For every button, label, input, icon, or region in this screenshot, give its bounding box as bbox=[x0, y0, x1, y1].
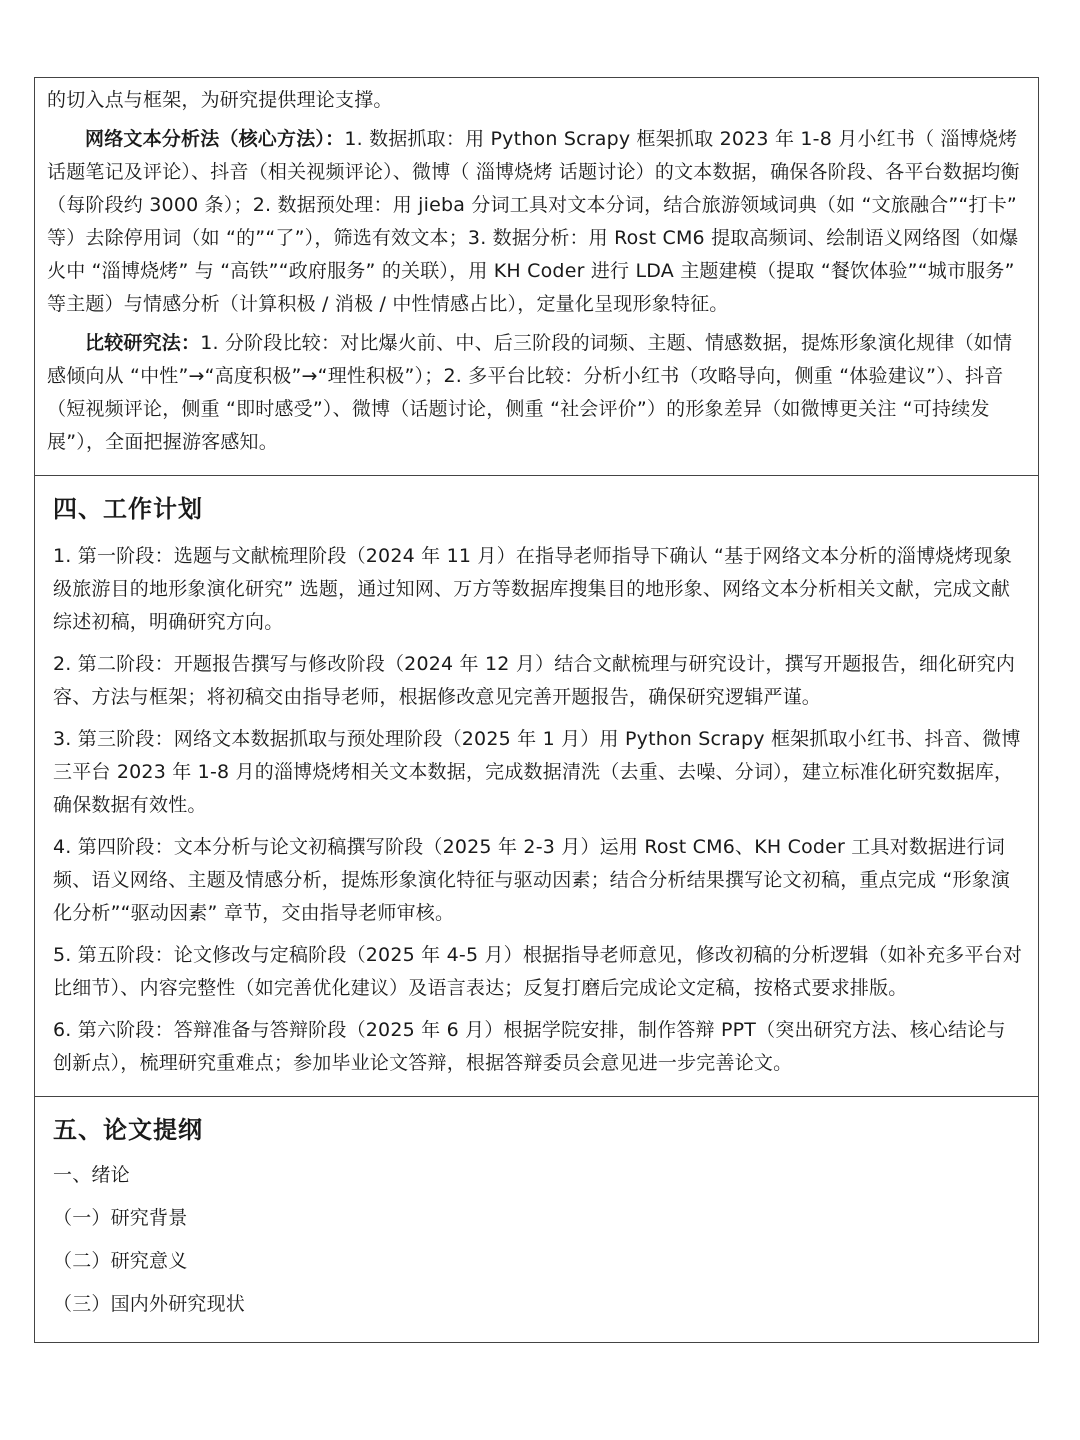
plan-item: 6. 第六阶段：答辩准备与答辩阶段（2025 年 6 月）根据学院安排，制作答辩 PPT（突出研究方法、核心结论与创新点），梳理研究重难点；参加毕业论文答辩，根据答辩委员会意见进一步完善论文。 bbox=[53, 1019, 1006, 1074]
plan-item: 3. 第三阶段：网络文本数据抓取与预处理阶段（2025 年 1 月）用 Python Scrapy 框架抓取小红书、抖音、微博三平台 2023 年 1-8 月的淄博烧烤相关文本数据，完成数据清洗（去重、去噪、分词），建立标准化研究数据库，确保数据有效性。 bbox=[53, 728, 1021, 816]
plan-item: 2. 第二阶段：开题报告撰写与修改阶段（2024 年 12 月）结合文献梳理与研究设计，撰写开题报告，细化研究内容、方法与框架；将初稿交由指导老师，根据修改意见完善开题报告，确保研究逻辑严谨。 bbox=[53, 653, 1016, 708]
comparison-paragraph bbox=[47, 327, 1026, 459]
comparison-label: 比较研究法： bbox=[85, 332, 201, 354]
research-methods-section bbox=[35, 78, 1038, 476]
outline-item: （三）国内外研究现状 bbox=[53, 1293, 246, 1315]
outline-item: 一、绪论 bbox=[53, 1164, 130, 1186]
thesis-outline-title: 五、论文提纲 bbox=[53, 1116, 203, 1144]
comparison-body: 1. 分阶段比较：对比爆火前、中、后三阶段的词频、主题、情感数据，提炼形象演化规律（如情感倾向从 “中性”→“高度积极”→“理性积极”）；2. 多平台比较：分析小红书（攻略导向，侧重 “体验建议”）、抖音（短视频评论，侧重 “即时感受”）、微博（话题讨论，侧重 “社会评价”）的形象差异（如微博更关注 “可持续发展”），全面把握游客感知。 bbox=[47, 332, 1013, 453]
work-plan-section bbox=[35, 476, 1038, 1097]
plan-item: 4. 第四阶段：文本分析与论文初稿撰写阶段（2025 年 2-3 月）运用 Rost CM6、KH Coder 工具对数据进行词频、语义网络、主题及情感分析，提炼形象演化特征与驱动因素；结合分析结果撰写论文初稿，重点完成 “形象演化分析”“驱动因素” 章节，交由指导老师审核。 bbox=[53, 836, 1011, 924]
work-plan-title: 四、工作计划 bbox=[53, 495, 203, 523]
outline-item: （一）研究背景 bbox=[53, 1207, 188, 1229]
text-analysis-paragraph bbox=[47, 123, 1026, 321]
methods-intro-tail: 的切入点与框架，为研究提供理论支撑。 bbox=[47, 89, 393, 111]
text-analysis-label: 网络文本分析法（核心方法）： bbox=[85, 128, 345, 150]
thesis-outline-section bbox=[35, 1097, 1038, 1342]
plan-item: 5. 第五阶段：论文修改与定稿阶段（2025 年 4-5 月）根据指导老师意见，修改初稿的分析逻辑（如补充多平台对比细节）、内容完整性（如完善优化建议）及语言表达；反复打磨后完成论文定稿，按格式要求排版。 bbox=[53, 944, 1023, 999]
outline-item: （二）研究意义 bbox=[53, 1250, 188, 1272]
document-table bbox=[34, 77, 1039, 1343]
plan-item: 1. 第一阶段：选题与文献梳理阶段（2024 年 11 月）在指导老师指导下确认 “基于网络文本分析的淄博烧烤现象级旅游目的地形象演化研究” 选题，通过知网、万方等数据库搜集目的地形象、网络文本分析相关文献，完成文献综述初稿，明确研究方向。 bbox=[53, 545, 1013, 633]
text-analysis-body: 1. 数据抓取：用 Python Scrapy 框架抓取 2023 年 1-8 月小红书（ 淄博烧烤 话题笔记及评论）、抖音（相关视频评论）、微博（ 淄博烧烤 话题讨论）的文本数据，确保各阶段、各平台数据均衡（每阶段约 3000 条）；2. 数据预处理：用 jieba 分词工具对文本分词，结合旅游领域词典（如 “文旅融合”“打卡” 等）去除停用词（如 “的”“了”），筛选有效文本；3. 数据分析：用 Rost CM6 提取高频词、绘制语义网络图（如爆火中 “淄博烧烤” 与 “高铁”“政府服务” 的关联），用 KH Coder 进行 LDA 主题建模（提取 “餐饮体验”“城市服务” 等主题）与情感分析（计算积极 / 消极 / 中性情感占比），定量化呈现形象特征。 bbox=[47, 128, 1020, 315]
